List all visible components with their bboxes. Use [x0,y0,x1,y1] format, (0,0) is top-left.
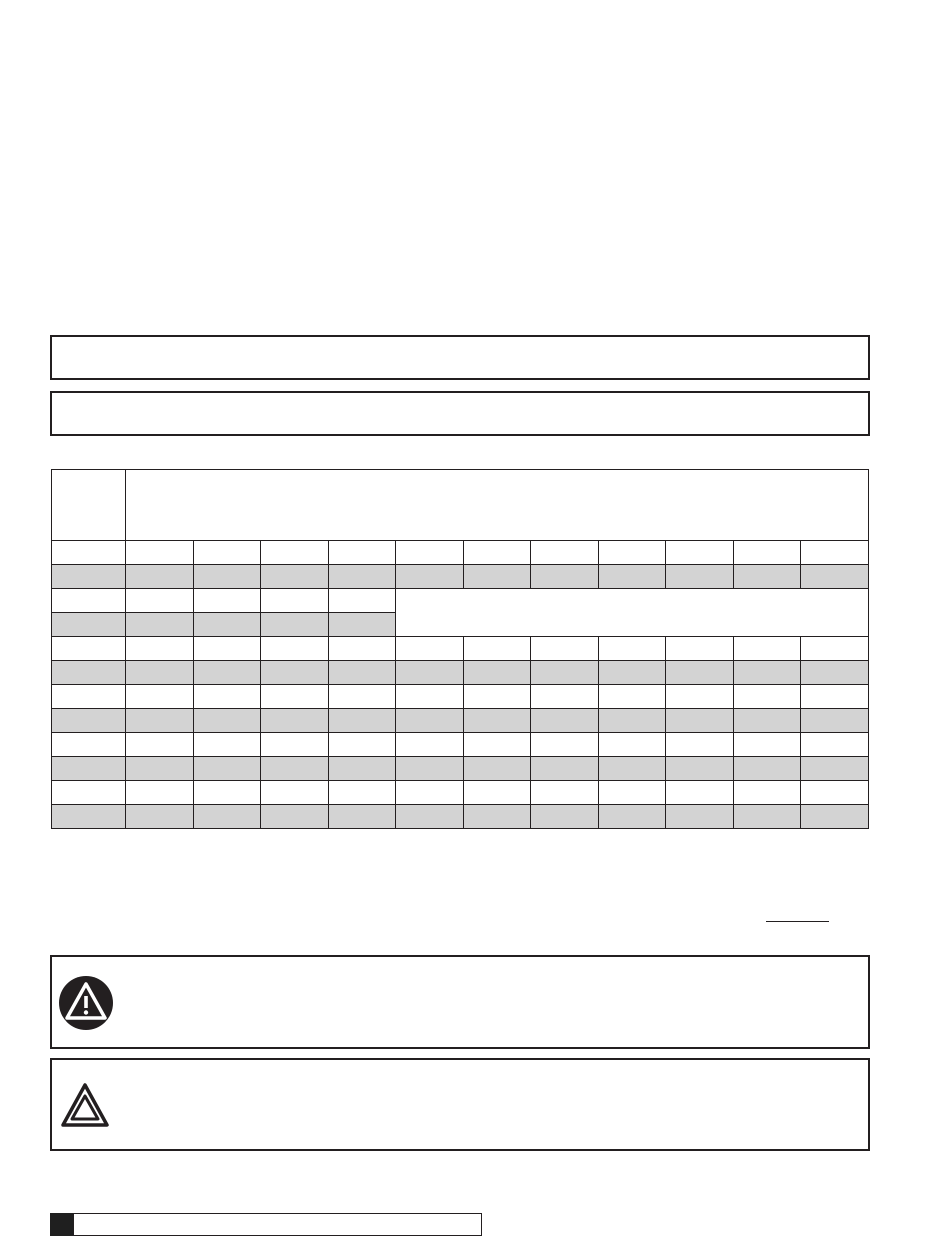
table-cell [463,757,531,781]
table-cell [463,685,531,709]
table-cell [801,541,869,565]
table-cell [666,565,734,589]
table-cell [463,733,531,757]
table-cell [531,541,599,565]
table-cell [193,757,261,781]
table-cell [396,541,464,565]
table-row-label [52,733,126,757]
table-header-span [126,470,869,541]
table-merged-blank-cell [396,589,869,637]
table-cell [328,757,396,781]
table-cell [261,733,329,757]
table-cell [733,565,801,589]
table-cell [328,613,396,637]
table-cell [598,805,666,829]
table-row-label [52,661,126,685]
table-cell [666,733,734,757]
table-row [52,733,869,757]
data-table [51,469,869,829]
table-cell [733,805,801,829]
table-cell [531,733,599,757]
table-cell [396,733,464,757]
table-cell [598,637,666,661]
table-cell [261,661,329,685]
table-cell [531,661,599,685]
footer-bar [73,1213,482,1236]
table-cell [126,805,194,829]
table-cell [396,805,464,829]
table-cell [666,661,734,685]
table-cell [733,757,801,781]
table-cell [598,565,666,589]
table-cell [598,541,666,565]
table-cell [126,541,194,565]
table-cell [396,781,464,805]
table-cell [328,781,396,805]
warning-filled-icon [58,975,114,1031]
table-cell [261,613,329,637]
table-cell [261,757,329,781]
table-cell [733,709,801,733]
table-row-label [52,565,126,589]
table-row-label [52,709,126,733]
table-header-left [52,470,126,541]
table-cell [666,685,734,709]
table-cell [193,637,261,661]
table-cell [126,781,194,805]
table-cell [261,709,329,733]
table-cell [396,757,464,781]
table-row-label [52,805,126,829]
table-cell [598,757,666,781]
table-cell [598,685,666,709]
table-row [52,685,869,709]
table-cell [531,805,599,829]
table-cell [733,781,801,805]
table-cell [328,733,396,757]
table-cell [126,565,194,589]
table-cell [396,637,464,661]
table-cell [801,709,869,733]
table-cell [801,781,869,805]
table-cell [801,565,869,589]
table-cell [531,709,599,733]
table-cell [463,565,531,589]
table-cell [801,637,869,661]
table-cell [261,805,329,829]
warning-outline-icon [60,1082,110,1128]
table-cell [733,733,801,757]
table-cell [666,781,734,805]
table-row [52,805,869,829]
table-cell [126,661,194,685]
table-cell [193,781,261,805]
table-cell [801,685,869,709]
table-cell [328,637,396,661]
table-cell [666,805,734,829]
table-row-label [52,541,126,565]
table-cell [328,661,396,685]
table-cell [396,709,464,733]
table-cell [531,781,599,805]
table-row [52,709,869,733]
table-cell [598,661,666,685]
table-row-label [52,637,126,661]
table-cell [261,565,329,589]
table-cell [126,757,194,781]
table-cell [261,637,329,661]
warning-box [50,955,870,1049]
table-cell [126,589,194,613]
table-row [52,541,869,565]
table-cell [801,733,869,757]
table-cell [531,637,599,661]
table-cell [328,541,396,565]
table-cell [463,661,531,685]
table-row [52,781,869,805]
reference-link[interactable] [766,905,829,922]
table-row-label [52,781,126,805]
table-cell [666,637,734,661]
table-cell [193,709,261,733]
table-cell [261,541,329,565]
table-cell [733,661,801,685]
table-cell [396,685,464,709]
table-cell [193,685,261,709]
table-cell [261,781,329,805]
table-cell [328,685,396,709]
table-cell [598,781,666,805]
table-cell [328,709,396,733]
table-cell [193,589,261,613]
table-cell [261,589,329,613]
table-cell [193,805,261,829]
table-cell [193,565,261,589]
table-cell [126,733,194,757]
table-cell [463,805,531,829]
table-cell [396,661,464,685]
header-box-2 [50,391,870,436]
table-row [52,637,869,661]
table-cell [328,589,396,613]
table-cell [463,781,531,805]
table-cell [666,757,734,781]
table-row-label [52,613,126,637]
table-cell [801,805,869,829]
table-cell [598,733,666,757]
table-cell [598,709,666,733]
table-cell [126,637,194,661]
header-box-1 [50,335,870,380]
table-cell [531,565,599,589]
table-row [52,589,869,613]
table-cell [126,685,194,709]
table-cell [733,685,801,709]
table-row-label [52,685,126,709]
table-header-row [52,470,869,541]
table-row-label [52,589,126,613]
footer-page-marker [50,1213,74,1236]
table-cell [463,709,531,733]
table-cell [193,661,261,685]
table-row [52,565,869,589]
table-cell [193,541,261,565]
table-cell [193,613,261,637]
table-cell [126,709,194,733]
table-cell [328,805,396,829]
table-cell [328,565,396,589]
table-cell [801,661,869,685]
table-cell [463,637,531,661]
table-cell [733,541,801,565]
table-cell [531,757,599,781]
table-cell [463,541,531,565]
table-cell [396,565,464,589]
table-cell [126,613,194,637]
table-row [52,757,869,781]
caution-box [50,1058,870,1151]
table-cell [531,685,599,709]
table-cell [261,685,329,709]
table-row-label [52,757,126,781]
table-cell [193,733,261,757]
table-cell [666,541,734,565]
table-cell [733,637,801,661]
table-row [52,661,869,685]
table-cell [666,709,734,733]
table-cell [801,757,869,781]
